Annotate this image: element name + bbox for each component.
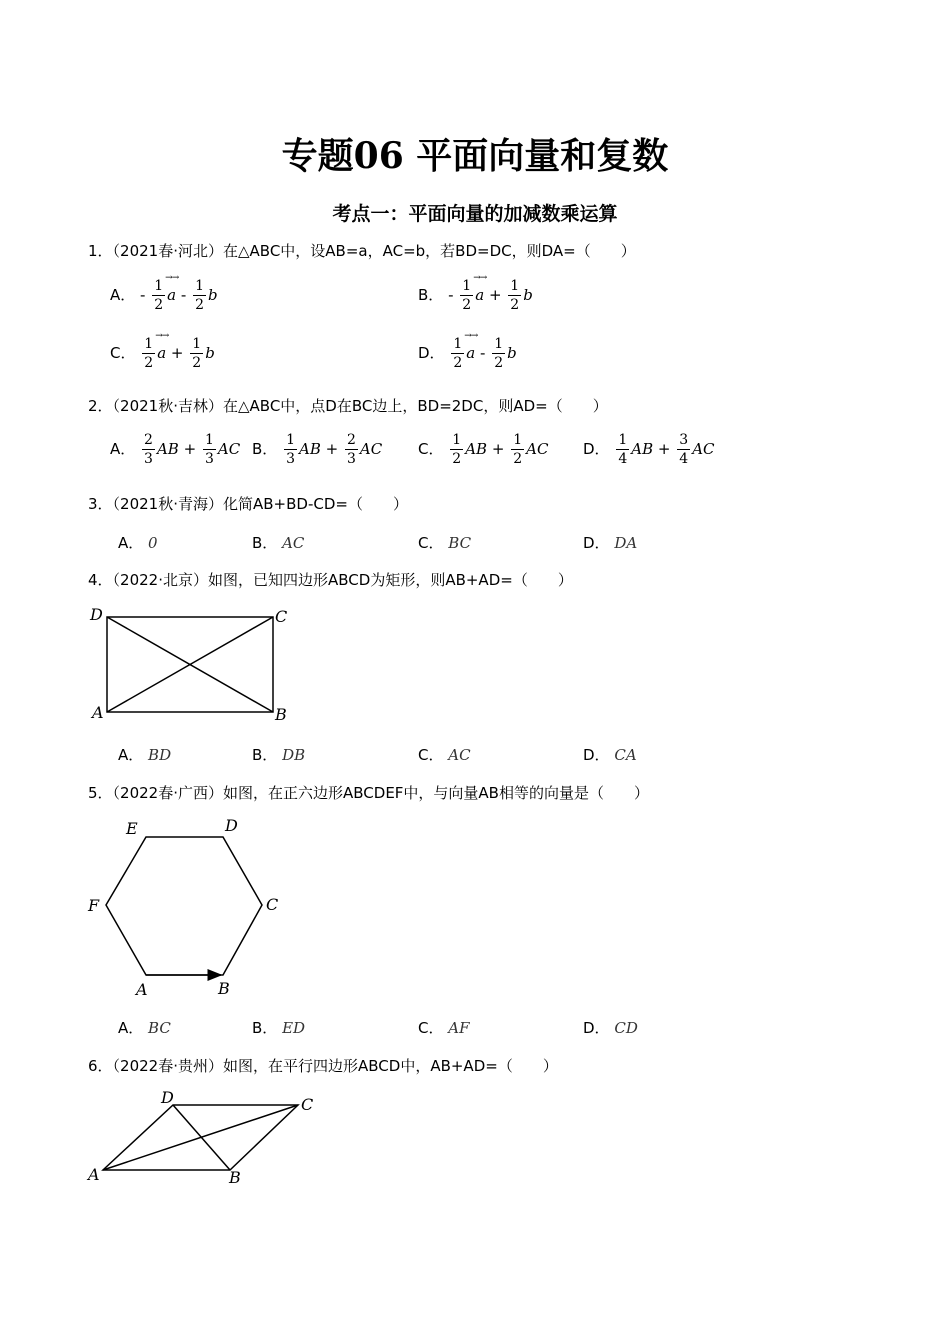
- denominator: 2: [144, 355, 154, 371]
- option-4b[interactable]: [252, 744, 305, 765]
- option-value: BD: [148, 746, 172, 764]
- option-label: D．: [583, 746, 610, 764]
- vertex-label-d: D: [161, 1088, 174, 1107]
- question-number: 6．: [88, 1057, 113, 1075]
- fraction: [451, 335, 464, 372]
- numerator: 1: [195, 278, 205, 294]
- fraction: [142, 335, 155, 372]
- denominator: 4: [679, 451, 689, 467]
- numerator: 1: [452, 432, 462, 448]
- vertex-label-c: C: [301, 1095, 314, 1114]
- question-number: 5．: [88, 784, 113, 802]
- numerator: 1: [286, 432, 295, 448]
- option-value: BC: [148, 1019, 171, 1037]
- plus-sign: +: [657, 440, 671, 458]
- numerator: 1: [144, 336, 154, 352]
- numerator: 1: [494, 336, 504, 352]
- page-title: 专题06 平面向量和复数: [281, 135, 669, 177]
- numerator: 1: [618, 432, 628, 448]
- question-source: （2022春·贵州）: [112, 1057, 223, 1075]
- fraction: [203, 431, 216, 468]
- option-label: C．: [418, 746, 444, 764]
- vector-b: b: [523, 286, 533, 304]
- numerator: 1: [510, 278, 520, 294]
- question-5: [88, 782, 649, 803]
- option-2b[interactable]: [252, 431, 382, 468]
- plus-sign: +: [170, 344, 184, 362]
- question-number: 3．: [88, 495, 113, 513]
- plus-sign: +: [491, 440, 505, 458]
- numerator: 1: [462, 278, 472, 294]
- denominator: 2: [462, 297, 472, 313]
- fraction: [460, 277, 473, 314]
- question-4: [88, 569, 573, 590]
- question-2: [88, 395, 608, 416]
- denominator: 2: [192, 355, 202, 371]
- fraction: [677, 431, 690, 468]
- denominator: 2: [453, 355, 463, 371]
- question-text: 在△ABC中，设AB=a，AC=b，若BD=DC，则DA=（ ）: [223, 242, 636, 260]
- option-5a[interactable]: [118, 1017, 171, 1038]
- option-label: A．: [118, 746, 144, 764]
- denominator: 3: [144, 451, 153, 467]
- numerator: 1: [192, 336, 202, 352]
- fraction: [511, 431, 524, 468]
- vector-ac: AC: [526, 440, 549, 458]
- option-value: AF: [448, 1019, 470, 1037]
- rectangle-figure: [86, 600, 306, 730]
- option-4d[interactable]: [583, 744, 637, 765]
- vertex-label-a: A: [92, 703, 104, 722]
- fraction: [616, 431, 629, 468]
- vector-b: b: [205, 344, 215, 362]
- section-subtitle: 考点一：平面向量的加减数乘运算: [332, 203, 618, 225]
- option-value: AC: [448, 746, 471, 764]
- option-label: C．: [418, 1019, 444, 1037]
- question-text: 如图，已知四边形ABCD为矩形，则AB+AD=（ ）: [208, 571, 573, 589]
- fraction: [142, 431, 155, 468]
- vector-ab: AB: [156, 440, 179, 458]
- fraction: [284, 431, 297, 468]
- option-4a[interactable]: [118, 744, 171, 765]
- question-number: 2．: [88, 397, 113, 415]
- option-label: D．: [418, 344, 445, 362]
- option-label: B．: [252, 746, 278, 764]
- parallelogram-figure: [86, 1088, 326, 1193]
- vertex-label-b: B: [218, 979, 230, 998]
- option-label: A．: [110, 286, 136, 304]
- option-label: C．: [110, 344, 136, 362]
- vector-ab: AB: [465, 440, 488, 458]
- option-3c[interactable]: [418, 532, 471, 553]
- option-label: A．: [110, 440, 136, 458]
- option-label: D．: [583, 440, 610, 458]
- option-label: B．: [252, 1019, 278, 1037]
- vertex-label-e: E: [126, 819, 138, 838]
- numerator: 1: [204, 432, 214, 448]
- option-label: B．: [252, 440, 278, 458]
- vector-ab: AB: [631, 440, 654, 458]
- option-value: CD: [614, 1019, 638, 1037]
- numerator: 2: [144, 432, 153, 448]
- option-value: AC: [282, 534, 305, 552]
- fraction: [450, 431, 463, 468]
- vector-a: →→ a: [475, 286, 484, 304]
- fraction: [492, 335, 505, 372]
- vertex-label-c: C: [266, 895, 279, 914]
- plus-sign: +: [325, 440, 339, 458]
- denominator: 2: [513, 451, 523, 467]
- vector-ab: AB: [299, 440, 321, 458]
- option-value: DA: [614, 534, 638, 552]
- numerator: 1: [154, 278, 164, 294]
- hexagon-figure: [86, 815, 286, 1000]
- option-value: CA: [614, 746, 637, 764]
- option-3d[interactable]: [583, 532, 637, 553]
- numerator: 2: [347, 432, 356, 448]
- question-1: [88, 240, 636, 261]
- option-5d[interactable]: [583, 1017, 638, 1038]
- vector-ac: AC: [217, 440, 241, 458]
- option-4c[interactable]: [418, 744, 471, 765]
- option-label: D．: [583, 534, 610, 552]
- option-1c[interactable]: [110, 335, 215, 372]
- question-number: 1．: [88, 242, 113, 260]
- question-3: [88, 493, 408, 514]
- option-1a[interactable]: [110, 277, 218, 314]
- option-2c[interactable]: [418, 431, 548, 468]
- vector-b: b: [507, 344, 517, 362]
- vector-a: →→ a: [466, 344, 475, 362]
- numerator: 1: [453, 336, 463, 352]
- vector-b: b: [208, 286, 218, 304]
- denominator: 3: [204, 451, 214, 467]
- option-label: C．: [418, 440, 444, 458]
- denominator: 2: [195, 297, 205, 313]
- fraction: [190, 335, 203, 372]
- numerator: 1: [513, 432, 523, 448]
- denominator: 2: [452, 451, 462, 467]
- option-5b[interactable]: [252, 1017, 305, 1038]
- minus-sign: -: [480, 344, 486, 362]
- option-label: B．: [252, 534, 278, 552]
- question-text: 如图，在正六边形ABCDEF中，与向量AB相等的向量是（ ）: [223, 784, 649, 802]
- question-6: [88, 1055, 558, 1076]
- vertex-label-a: A: [88, 1165, 100, 1184]
- vertex-label-c: C: [275, 607, 288, 626]
- vertex-label-f: F: [88, 896, 100, 915]
- fraction: [345, 431, 358, 468]
- option-value: DB: [282, 746, 306, 764]
- denominator: 3: [347, 451, 356, 467]
- question-source: （2022春·广西）: [112, 784, 223, 802]
- question-text: 化简AB+BD-CD=（ ）: [223, 495, 408, 513]
- question-source: （2022·北京）: [112, 571, 208, 589]
- option-1b[interactable]: [418, 277, 533, 314]
- vector-ac: AC: [692, 440, 715, 458]
- question-text: 如图，在平行四边形ABCD中，AB+AD=（ ）: [223, 1057, 558, 1075]
- vertex-label-d: D: [90, 605, 103, 624]
- option-label: D．: [583, 1019, 610, 1037]
- vertex-label-d: D: [225, 816, 238, 835]
- plus-sign: +: [488, 286, 502, 304]
- fraction: [508, 277, 521, 314]
- option-label: B．: [418, 286, 444, 304]
- option-3b[interactable]: [252, 532, 304, 553]
- option-3a[interactable]: [118, 532, 158, 553]
- question-source: （2021秋·吉林）: [112, 397, 223, 415]
- denominator: 4: [618, 451, 628, 467]
- question-text: 在△ABC中，点D在BC边上，BD=2DC，则AD=（ ）: [223, 397, 608, 415]
- question-number: 4．: [88, 571, 113, 589]
- option-2d[interactable]: [583, 431, 715, 468]
- option-label: A．: [118, 534, 144, 552]
- vertex-label-a: A: [136, 980, 148, 999]
- minus-sign: -: [448, 286, 454, 304]
- minus-sign: -: [140, 286, 146, 304]
- vertex-label-b: B: [229, 1168, 241, 1187]
- option-label: C．: [418, 534, 444, 552]
- question-source: （2021春·河北）: [112, 242, 223, 260]
- option-5c[interactable]: [418, 1017, 470, 1038]
- option-2a[interactable]: [110, 431, 240, 468]
- denominator: 2: [494, 355, 504, 371]
- option-value: 0: [148, 534, 158, 552]
- denominator: 2: [510, 297, 520, 313]
- option-label: A．: [118, 1019, 144, 1037]
- vector-a: →→ a: [167, 286, 176, 304]
- vector-ac: AC: [359, 440, 383, 458]
- minus-sign: -: [180, 286, 187, 304]
- question-source: （2021秋·青海）: [112, 495, 223, 513]
- denominator: 3: [286, 451, 295, 467]
- option-value: BC: [448, 534, 472, 552]
- numerator: 3: [679, 432, 689, 448]
- fraction: [152, 277, 165, 314]
- plus-sign: +: [183, 440, 197, 458]
- denominator: 2: [154, 297, 164, 313]
- fraction: [193, 277, 206, 314]
- vector-a: →→ a: [157, 344, 166, 362]
- vertex-label-b: B: [275, 705, 287, 724]
- option-value: ED: [282, 1019, 306, 1037]
- option-1d[interactable]: [418, 335, 517, 372]
